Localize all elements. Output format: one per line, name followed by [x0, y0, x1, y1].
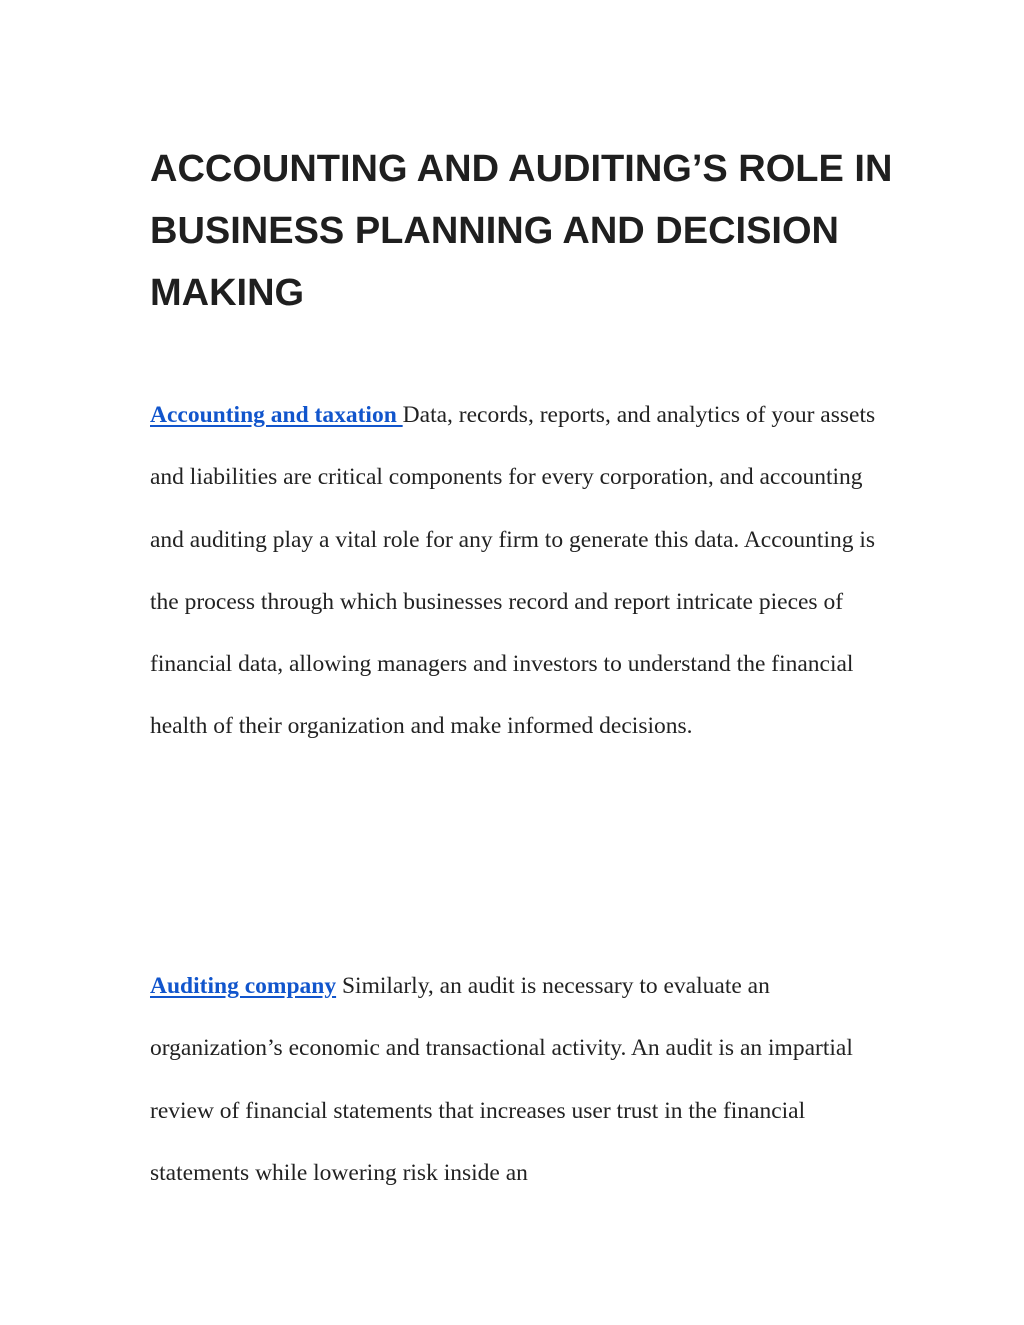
auditing-company-link[interactable]: Auditing company: [150, 973, 337, 999]
paragraph-accounting-text: Data, records, reports, and analytics of your assets and liabilities are critical components for every corporation, and accounting and auditing play a vital role for any firm to generate this data. Accounting is the process through which businesses record and report intricate pieces of financial data, allowing managers and investors to understand the financial health of their organization and make informed decisions.: [150, 402, 876, 740]
document-title: ACCOUNTING AND AUDITING’S ROLE IN BUSINESS PLANNING AND DECISION MAKING: [150, 148, 893, 314]
paragraph-accounting: [150, 384, 890, 758]
accounting-and-taxation-link[interactable]: Accounting and taxation: [150, 402, 403, 428]
paragraph-auditing: [150, 955, 890, 1204]
paragraph-auditing-text: Similarly, an audit is necessary to evaluate an organization’s economic and transactional activity. An audit is an impartial review of financial statements that increases user trust in the financial statements while lowering risk inside an: [150, 973, 853, 1186]
